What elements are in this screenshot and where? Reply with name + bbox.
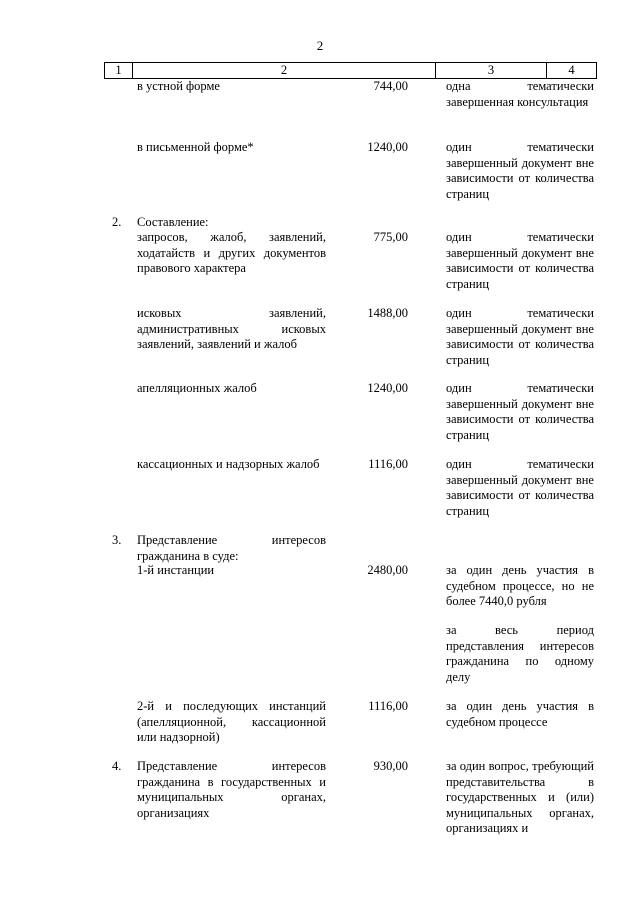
row-unit: за один день участия в судебном процессе: [446, 699, 594, 729]
row-unit: одна тематически завершенная консультация: [446, 79, 594, 109]
header-col-3: 3: [435, 63, 546, 78]
row-price: 1240,00: [367, 140, 408, 154]
row-price: 775,00: [373, 230, 408, 244]
header-col-2: 2: [132, 63, 435, 78]
section-number: 3.: [112, 533, 122, 547]
row-description: Представление интересов гражданина в государственных и муниципальных органах, организациях: [137, 759, 326, 820]
row-description: 2-й и последующих инстанций (апелляционной, кассационной или надзорной): [137, 699, 326, 744]
row-price: 1240,00: [367, 381, 408, 395]
row-description: в письменной форме*: [137, 140, 254, 154]
row-unit: за весь период представления интересов гражданина по одному делу: [446, 623, 594, 684]
section-number: 4.: [112, 759, 122, 773]
row-description: 1-й инстанции: [137, 563, 215, 577]
header-col-4: 4: [546, 63, 597, 78]
row-unit: один тематически завершенный документ вне зависимости от количества страниц: [446, 457, 594, 518]
row-description: апелляционных жалоб: [137, 381, 257, 395]
row-description: в устной форме: [137, 79, 220, 93]
table-header: [104, 62, 597, 79]
row-unit: за один день участия в судебном процессе, но не более 7440,0 рубля: [446, 563, 594, 608]
row-unit: один тематически завершенный документ вне зависимости от количества страниц: [446, 230, 594, 291]
row-price: 930,00: [373, 759, 408, 773]
row-description: запросов, жалоб, заявлений, ходатайств и других документов правового характера: [137, 230, 326, 275]
header-col-1: 1: [104, 63, 132, 78]
row-price: 1116,00: [368, 699, 408, 713]
row-price: 1488,00: [367, 306, 408, 320]
section-title: Представление интересов гражданина в суде:: [137, 533, 326, 563]
row-unit: один тематически завершенный документ вне зависимости от количества страниц: [446, 381, 594, 442]
row-price: 2480,00: [367, 563, 408, 577]
row-unit: за один вопрос, требующий представительства в государственных и (или) муниципальных органах, организациях и: [446, 759, 594, 835]
row-description: исковых заявлений, административных исковых заявлений, заявлений и жалоб: [137, 306, 326, 351]
row-description: кассационных и надзорных жалоб: [137, 457, 320, 471]
row-unit: один тематически завершенный документ вне зависимости от количества страниц: [446, 140, 594, 201]
page-number: 2: [316, 38, 324, 53]
section-title: Составление:: [137, 215, 209, 229]
section-number: 2.: [112, 215, 122, 229]
row-unit: один тематически завершенный документ вне зависимости от количества страниц: [446, 306, 594, 367]
row-price: 1116,00: [368, 457, 408, 471]
row-price: 744,00: [373, 79, 408, 93]
